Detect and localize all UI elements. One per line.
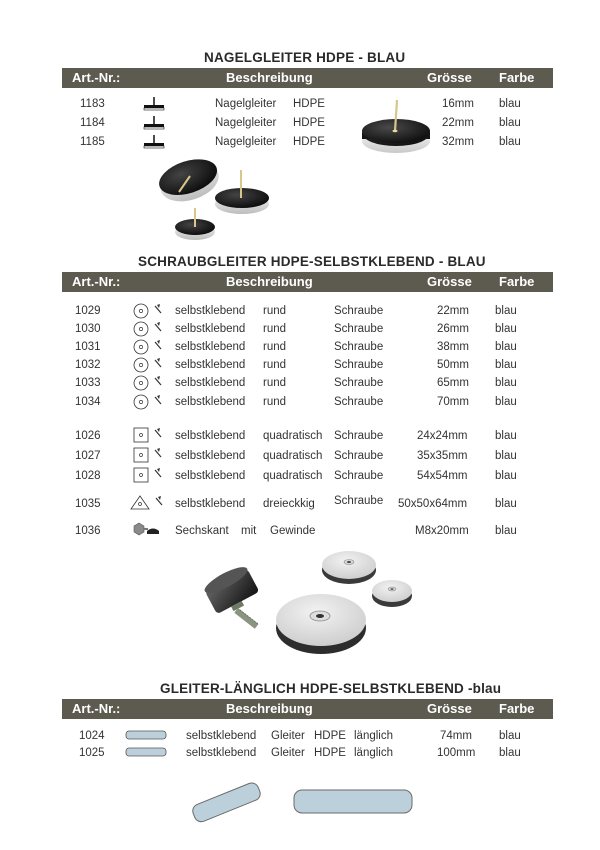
- description-4: länglich: [354, 730, 393, 742]
- color-value: blau: [495, 470, 517, 482]
- description-1: selbstklebend: [175, 323, 246, 335]
- description-1: selbstklebend: [175, 359, 246, 371]
- size: M8x20mm: [415, 525, 469, 537]
- triangle-screw-icon: [128, 494, 168, 512]
- art-nr: 1035: [75, 498, 101, 510]
- description-2: dreieckkig: [263, 498, 315, 510]
- header-color: Farbe: [499, 274, 535, 289]
- size: 38mm: [437, 341, 469, 353]
- table-row: [0, 747, 600, 763]
- square-screw-icon: [133, 447, 167, 465]
- description-1: selbstklebend: [175, 470, 246, 482]
- size: 100mm: [437, 747, 476, 759]
- size: 16mm: [442, 98, 474, 110]
- header-art-nr: Art.-Nr.:: [72, 70, 121, 85]
- description-2: rund: [263, 359, 287, 371]
- table-row: [0, 470, 600, 486]
- description-3: Schraube: [334, 305, 384, 317]
- material: HDPE: [293, 98, 325, 110]
- oblong-glide-product-image: [190, 770, 415, 825]
- description-1: selbstklebend: [175, 396, 246, 408]
- description-3: Gewinde: [270, 525, 316, 537]
- description-3: Schraube: [334, 430, 384, 442]
- art-nr: 1183: [80, 98, 105, 110]
- size: 54x54mm: [417, 470, 468, 482]
- description-3: Schraube: [334, 323, 384, 335]
- description-2: quadratisch: [263, 430, 323, 442]
- description-2: mit: [241, 525, 257, 537]
- product-name: Nagelgleiter: [215, 98, 277, 110]
- header-art-nr: Art.-Nr.:: [72, 701, 121, 716]
- size: 35x35mm: [417, 450, 468, 462]
- table-row: [0, 341, 600, 357]
- table-row: [0, 136, 600, 152]
- screw-glide-product-image: [196, 540, 416, 658]
- color-value: blau: [499, 747, 521, 759]
- size: 70mm: [437, 396, 469, 408]
- nail-glide-icon: [143, 97, 165, 113]
- art-nr: 1025: [79, 747, 105, 759]
- description-3: Schraube: [334, 495, 384, 507]
- description-3: Schraube: [334, 359, 384, 371]
- art-nr: 1029: [75, 305, 101, 317]
- table-row: [0, 525, 600, 541]
- size: 65mm: [437, 377, 469, 389]
- table-row: [0, 359, 600, 375]
- section2-table-header: [62, 272, 553, 292]
- section3-title: GLEITER-LÄNGLICH HDPE-SELBSTKLEBEND -blau: [160, 681, 502, 696]
- description-2: quadratisch: [263, 470, 323, 482]
- description-3: Schraube: [334, 470, 384, 482]
- description-1: Sechskant: [175, 525, 229, 537]
- product-name: Nagelgleiter: [215, 117, 277, 129]
- round-screw-icon: [133, 321, 167, 339]
- description-2: rund: [263, 323, 287, 335]
- description-2: Gleiter: [271, 747, 305, 759]
- size: 22mm: [442, 117, 474, 129]
- color-value: blau: [499, 136, 521, 148]
- header-description: Beschreibung: [226, 274, 313, 289]
- section1-table-header: [62, 68, 553, 88]
- description-2: rund: [263, 396, 287, 408]
- art-nr: 1024: [79, 730, 105, 742]
- description-3: Schraube: [334, 396, 384, 408]
- size: 50x50x64mm: [398, 498, 468, 510]
- color-value: blau: [495, 323, 517, 335]
- section3-table-header: [62, 699, 553, 719]
- description-1: selbstklebend: [175, 498, 246, 510]
- art-nr: 1184: [80, 117, 105, 129]
- section1-title: NAGELGLEITER HDPE - BLAU: [204, 50, 406, 65]
- hex-thread-icon: [130, 522, 160, 540]
- color-value: blau: [495, 396, 517, 408]
- oblong-glide-icon: [125, 730, 167, 740]
- section2-title: SCHRAUBGLEITER HDPE-SELBSTKLEBEND - BLAU: [138, 254, 486, 269]
- material: HDPE: [293, 117, 325, 129]
- round-screw-icon: [133, 394, 167, 412]
- header-size: Grösse: [427, 274, 472, 289]
- table-row: [0, 98, 600, 114]
- color-value: blau: [495, 498, 517, 510]
- art-nr: 1036: [75, 525, 101, 537]
- color-value: blau: [495, 525, 517, 537]
- art-nr: 1031: [75, 341, 101, 353]
- description-2: quadratisch: [263, 450, 323, 462]
- product-name: Nagelgleiter: [215, 136, 277, 148]
- art-nr: 1028: [75, 470, 101, 482]
- table-row: [0, 377, 600, 393]
- art-nr: 1026: [75, 430, 101, 442]
- description-1: selbstklebend: [186, 730, 257, 742]
- size: 50mm: [437, 359, 469, 371]
- material: HDPE: [293, 136, 325, 148]
- header-size: Grösse: [427, 701, 472, 716]
- color-value: blau: [495, 430, 517, 442]
- description-2: rund: [263, 341, 287, 353]
- color-value: blau: [495, 305, 517, 317]
- size: 26mm: [437, 323, 469, 335]
- square-screw-icon: [133, 467, 167, 485]
- description-4: länglich: [354, 747, 393, 759]
- size: 32mm: [442, 136, 474, 148]
- nail-glide-product-image: [358, 98, 434, 158]
- description-3: Schraube: [334, 377, 384, 389]
- art-nr: 1185: [80, 136, 105, 148]
- description-3: HDPE: [314, 730, 346, 742]
- round-screw-icon: [133, 357, 167, 375]
- description-1: selbstklebend: [175, 341, 246, 353]
- size: 24x24mm: [417, 430, 468, 442]
- art-nr: 1034: [75, 396, 101, 408]
- round-screw-icon: [133, 303, 167, 321]
- table-row: [0, 323, 600, 339]
- nail-glide-icon: [143, 135, 165, 151]
- description-1: selbstklebend: [175, 377, 246, 389]
- color-value: blau: [495, 359, 517, 371]
- size: 22mm: [437, 305, 469, 317]
- description-2: rund: [263, 377, 287, 389]
- table-row: [0, 305, 600, 321]
- color-value: blau: [495, 450, 517, 462]
- header-color: Farbe: [499, 70, 535, 85]
- description-1: selbstklebend: [186, 747, 257, 759]
- oblong-glide-icon: [125, 747, 167, 757]
- description-3: Schraube: [334, 450, 384, 462]
- description-1: selbstklebend: [175, 430, 246, 442]
- art-nr: 1033: [75, 377, 101, 389]
- description-1: selbstklebend: [175, 450, 246, 462]
- nail-glide-icon: [143, 116, 165, 132]
- nail-glide-group-image: [157, 152, 273, 244]
- description-3: Schraube: [334, 341, 384, 353]
- color-value: blau: [499, 117, 521, 129]
- art-nr: 1027: [75, 450, 101, 462]
- round-screw-icon: [133, 375, 167, 393]
- size: 74mm: [440, 730, 472, 742]
- table-row: [0, 450, 600, 466]
- header-art-nr: Art.-Nr.:: [72, 274, 121, 289]
- header-description: Beschreibung: [226, 70, 313, 85]
- round-screw-icon: [133, 339, 167, 357]
- description-1: selbstklebend: [175, 305, 246, 317]
- table-row: [0, 117, 600, 133]
- square-screw-icon: [133, 427, 167, 445]
- header-description: Beschreibung: [226, 701, 313, 716]
- header-color: Farbe: [499, 701, 535, 716]
- description-2: rund: [263, 305, 287, 317]
- description-2: Gleiter: [271, 730, 305, 742]
- table-row: [0, 396, 600, 412]
- description-3: HDPE: [314, 747, 346, 759]
- art-nr: 1032: [75, 359, 101, 371]
- table-row: [0, 430, 600, 446]
- color-value: blau: [499, 730, 521, 742]
- header-size: Grösse: [427, 70, 472, 85]
- color-value: blau: [499, 98, 521, 110]
- table-row: [0, 495, 600, 514]
- table-row: [0, 730, 600, 746]
- art-nr: 1030: [75, 323, 101, 335]
- color-value: blau: [495, 341, 517, 353]
- color-value: blau: [495, 377, 517, 389]
